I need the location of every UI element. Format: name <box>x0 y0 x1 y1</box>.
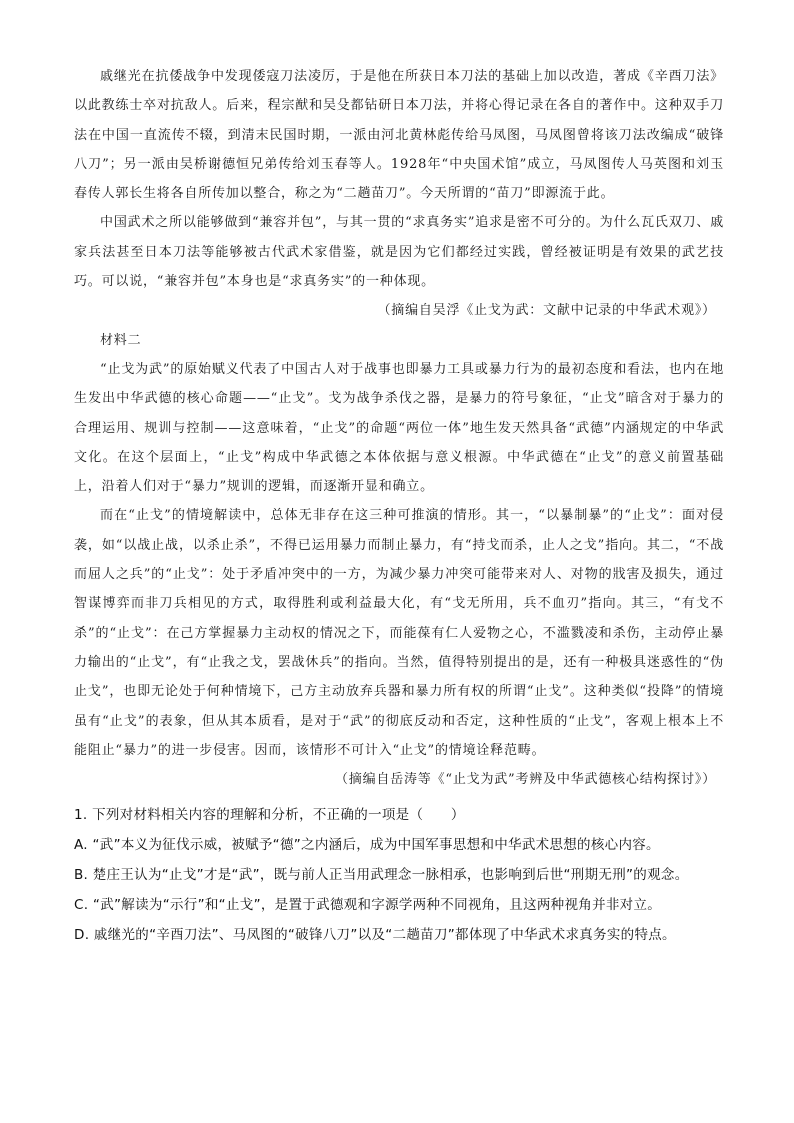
paragraph: 中国武术之所以能够做到“兼容并包”，与其一贯的“求真务实”追求是密不可分的。为什么瓦氏双刀、戚家兵法甚至日本刀法等能够被古代武术家借鉴，就是因为它们都经过实践，曾经被证明是有效果的武艺技巧。可以说，“兼容并包”本身也是“求真务实”的一种体现。 <box>74 215 724 290</box>
question-stem: 1. 下列对材料相关内容的理解和分析，不正确的一项是（ ） <box>74 807 465 824</box>
source-citation: （摘编自岳涛等《“止戈为武”考辨及中华武德核心结构探讨》） <box>335 772 716 788</box>
paragraph: 而在“止戈”的情境解读中，总体无非存在这三种可推演的情形。其一，“以暴制暴”的“止戈”：面对侵袭，如“以战止战，以杀止杀”，不得已运用暴力而制止暴力，有“持戈而杀，止人之戈”指向。其二，“不战而屈人之兵”的“止戈”：处于矛盾冲突中的一方，为减少暴力冲突可能带来对人、对物的戕害及损失，通过智谋博弈而非刀兵相见的方式，取得胜利或利益最大化，有“戈无所用，兵不血刃”指向。其三，“有戈不杀”的“止戈”：在己方掌握暴力主动权的情况之下，而能葆有仁人爱物之心，不滥戮凌和杀伤，主动停止暴力输出的“止戈”，有“止我之戈，罢战休兵”的指向。当然，值得特别提出的是，还有一种极具迷惑性的“伪止戈”，也即无论处于何种情境下，己方主动放弃兵器和暴力所有权的所谓“止戈”。这种类似“投降”的情境虽有“止戈”的表象，但从其本质看，是对于“武”的彻底反动和否定，这种性质的“止戈”，客观上根本上不能阻止“暴力”的进一步侵害。因而，该情形不可计入“止戈”的情境诠释范畴。 <box>74 508 724 758</box>
question-block <box>74 800 724 950</box>
option-b: B. 楚庄王认为“止戈”才是“武”，既与前人正当用武理念一脉相承，也影响到后世“刑期无刑”的观念。 <box>74 867 689 884</box>
source-citation: （摘编自吴浮《止戈为武：文献中记录的中华武术观》） <box>377 303 716 319</box>
option-c: C. “武”解读为“示行”和“止戈”，是置于武德观和字源学两种不同视角，且这两种视角并非对立。 <box>74 897 662 914</box>
material-one <box>74 62 724 326</box>
paragraph: “止戈为武”的原始赋义代表了中国古人对于战事也即暴力工具或暴力行为的最初态度和看法，也内在地生发出中华武德的核心命题——“止戈”。戈为战争杀伐之器，是暴力的符号象征，“止戈”暗含对于暴力的合理运用、规训与控制——这意味着，“止戈”的命题“两位一体”地生发天然具备“武德”内涵规定的中华武文化。在这个层面上，“止戈”构成中华武德之本体依据与意义根源。中华武德在“止戈”的意义前置基础上，沿着人们对于“暴力”规训的逻辑，而逐渐开显和确立。 <box>74 361 724 495</box>
option-d: D. 戚继光的“辛酉刀法”、马凤图的“破锋八刀”以及“二趟苗刀”都体现了中华武术求真务实的特点。 <box>74 927 676 944</box>
material-two <box>74 326 724 795</box>
section-heading: 材料二 <box>100 332 142 348</box>
paragraph: 戚继光在抗倭战争中发现倭寇刀法凌厉，于是他在所获日本刀法的基础上加以改造，著成《辛酉刀法》以此教练士卒对抗敌人。后来，程宗猷和吴殳都钻研日本刀法，并将心得记录在各自的著作中。这种双手刀法在中国一直流传不辍，到清末民国时期，一派由河北黄林彪传给马凤图，马凤图曾将该刀法改编成“破锋八刀”；另一派由吴桥谢德恒兄弟传给刘玉春等人。1928年“中央国术馆”成立，马凤图传人马英图和刘玉春传人郭长生将各自所传加以整合，称之为“二趟苗刀”。今天所谓的“苗刀”即源流于此。 <box>74 69 724 202</box>
option-a: A. “武”本义为征伐示威，被赋予“德”之内涵后，成为中国军事思想和中华武术思想的核心内容。 <box>74 837 660 854</box>
